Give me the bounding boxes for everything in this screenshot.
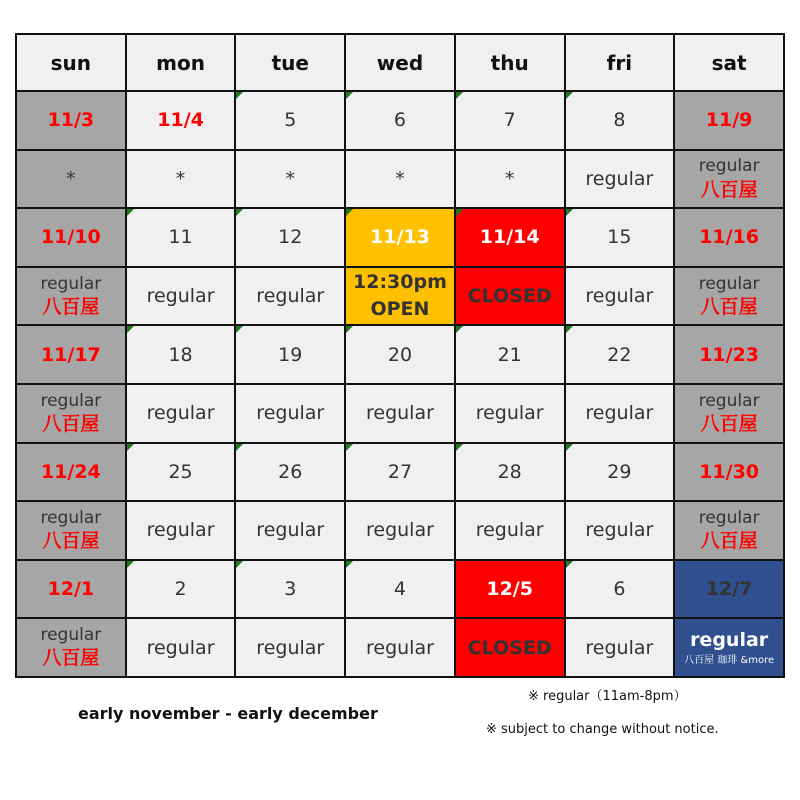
status-cell: regular [235, 384, 345, 443]
schedule-calendar [15, 33, 785, 678]
date-cell: 7 [455, 91, 565, 150]
open-time-label: 12:30pm [353, 270, 447, 293]
date-cell: 11/13 [345, 208, 455, 267]
date-row [16, 91, 784, 150]
status-cell: regular [235, 618, 345, 677]
status-cell: regular [126, 267, 236, 326]
weekday-mon: mon [126, 34, 236, 91]
vendor-label: 八百屋 [42, 412, 100, 435]
status-label: regular [40, 390, 102, 411]
weekday-fri: fri [565, 34, 675, 91]
period-label: early november - early december [78, 704, 378, 723]
date-cell: 26 [235, 443, 345, 502]
date-cell: 18 [126, 325, 236, 384]
status-cell: regular [455, 384, 565, 443]
status-cell: * [16, 150, 126, 209]
status-cell [674, 267, 784, 326]
change-notice: ※ subject to change without notice. [486, 722, 719, 737]
date-cell: 11/24 [16, 443, 126, 502]
status-cell: regular [126, 501, 236, 560]
vendor-label: 八百屋 [700, 178, 758, 201]
status-cell: regular [455, 501, 565, 560]
status-row [16, 150, 784, 209]
date-cell: 22 [565, 325, 675, 384]
date-cell: 11 [126, 208, 236, 267]
closed-cell: CLOSED [455, 267, 565, 326]
date-cell: 6 [565, 560, 675, 619]
status-cell: * [455, 150, 565, 209]
date-cell: 11/9 [674, 91, 784, 150]
status-label: regular [40, 273, 102, 294]
date-cell: 21 [455, 325, 565, 384]
status-label: regular [698, 156, 760, 177]
status-cell: regular [565, 267, 675, 326]
status-row [16, 501, 784, 560]
date-row [16, 560, 784, 619]
status-cell [674, 501, 784, 560]
date-cell: 11/23 [674, 325, 784, 384]
status-cell: * [126, 150, 236, 209]
status-cell: regular [565, 501, 675, 560]
date-cell: 12 [235, 208, 345, 267]
date-cell: 28 [455, 443, 565, 502]
weekday-sun: sun [16, 34, 126, 91]
date-cell: 6 [345, 91, 455, 150]
status-row [16, 618, 784, 677]
regular-hours-note: ※ regular（11am-8pm） [528, 689, 687, 704]
status-cell: regular [235, 501, 345, 560]
status-cell: regular [345, 618, 455, 677]
date-cell: 12/1 [16, 560, 126, 619]
date-cell: 11/14 [455, 208, 565, 267]
status-cell: regular [565, 384, 675, 443]
status-cell: regular [565, 150, 675, 209]
date-cell: 15 [565, 208, 675, 267]
date-cell: 3 [235, 560, 345, 619]
date-cell: 11/30 [674, 443, 784, 502]
vendor-label: 八百屋 珈琲 &more [684, 655, 775, 667]
status-cell [674, 150, 784, 209]
date-cell: 11/17 [16, 325, 126, 384]
date-cell: 20 [345, 325, 455, 384]
status-label: regular [40, 625, 102, 646]
status-cell: * [235, 150, 345, 209]
weekday-wed: wed [345, 34, 455, 91]
date-cell: 12/7 [674, 560, 784, 619]
status-row [16, 384, 784, 443]
date-cell: 11/4 [126, 91, 236, 150]
date-cell: 25 [126, 443, 236, 502]
date-cell: 5 [235, 91, 345, 150]
status-cell: regular [345, 384, 455, 443]
status-cell: * [345, 150, 455, 209]
vendor-label: 八百屋 [700, 530, 758, 553]
status-cell [674, 384, 784, 443]
weekday-sat: sat [674, 34, 784, 91]
status-label: regular [698, 273, 760, 294]
weekday-thu: thu [455, 34, 565, 91]
date-cell: 12/5 [455, 560, 565, 619]
weekday-header-row [16, 34, 784, 91]
vendor-label: 八百屋 [700, 412, 758, 435]
date-cell: 19 [235, 325, 345, 384]
status-cell: regular [565, 618, 675, 677]
status-cell: regular [126, 384, 236, 443]
status-cell [16, 501, 126, 560]
date-row [16, 325, 784, 384]
date-cell: 8 [565, 91, 675, 150]
closed-cell: CLOSED [455, 618, 565, 677]
date-cell: 27 [345, 443, 455, 502]
date-cell: 11/3 [16, 91, 126, 150]
status-label: regular [40, 508, 102, 529]
status-cell: regular [345, 501, 455, 560]
status-cell [16, 618, 126, 677]
open-label: OPEN [370, 298, 430, 321]
status-cell [16, 267, 126, 326]
status-cell [674, 618, 784, 677]
status-label: regular [698, 508, 760, 529]
status-cell [345, 267, 455, 326]
status-cell: regular [126, 618, 236, 677]
date-cell: 2 [126, 560, 236, 619]
status-label: regular [690, 629, 769, 652]
date-cell: 11/16 [674, 208, 784, 267]
date-cell: 4 [345, 560, 455, 619]
status-row [16, 267, 784, 326]
status-cell: regular [235, 267, 345, 326]
vendor-label: 八百屋 [42, 530, 100, 553]
vendor-label: 八百屋 [42, 647, 100, 670]
date-row [16, 443, 784, 502]
date-cell: 29 [565, 443, 675, 502]
date-row [16, 208, 784, 267]
status-cell [16, 384, 126, 443]
weekday-tue: tue [235, 34, 345, 91]
vendor-label: 八百屋 [42, 295, 100, 318]
status-label: regular [698, 390, 760, 411]
date-cell: 11/10 [16, 208, 126, 267]
vendor-label: 八百屋 [700, 295, 758, 318]
